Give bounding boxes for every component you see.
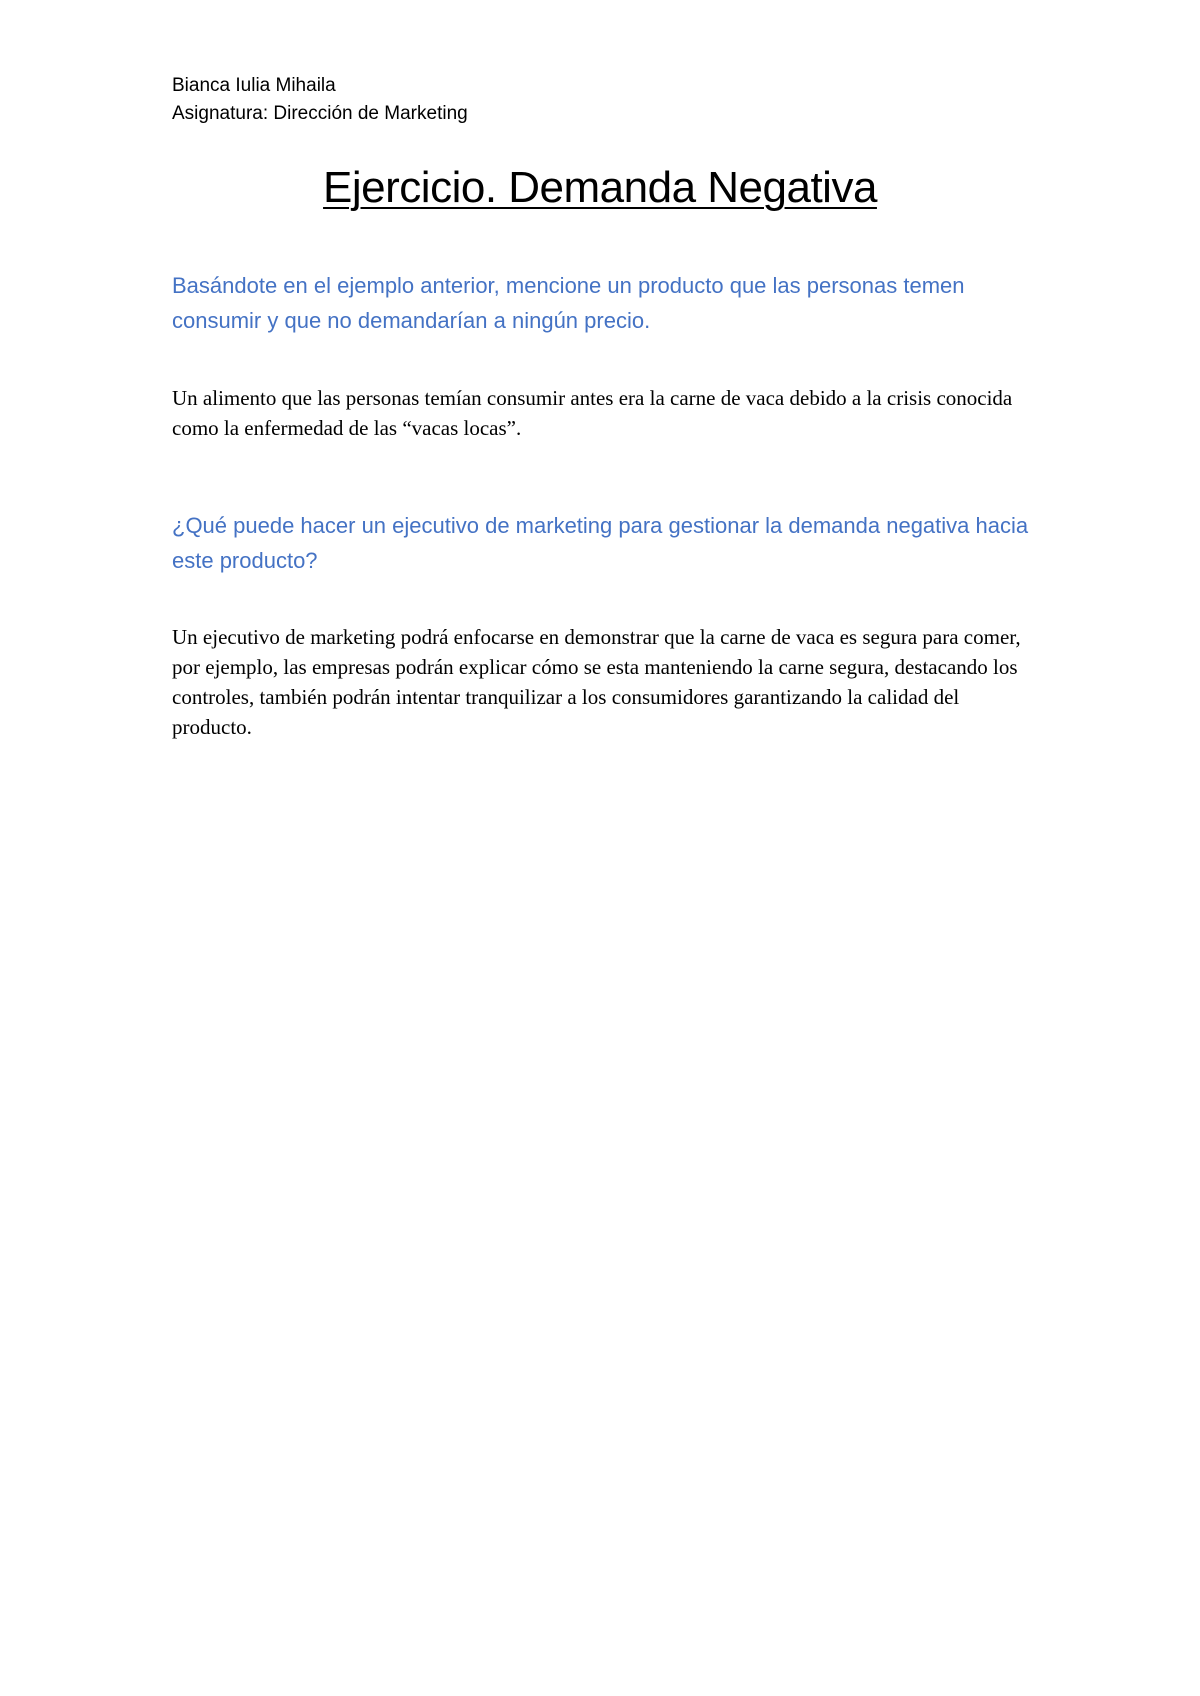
document-title: Ejercicio. Demanda Negativa [323, 163, 877, 212]
author-name: Bianca Iulia Mihaila [172, 75, 336, 96]
document-header [172, 72, 1032, 128]
answer-2: Un ejecutivo de marketing podrá enfocarse en demonstrar que la carne de vaca es segura para comer, por ejemplo, las empresas podrán explicar cómo se esta manteniendo la carne segura, destacando los controles, también podrán intentar tranquilizar a los consumidores garantizando la calidad del producto. [172, 625, 1021, 739]
question-2: ¿Qué puede hacer un ejecutivo de marketing para gestionar la demanda negativa hacia este producto? [172, 513, 1029, 573]
subject-line: Asignatura: Dirección de Marketing [172, 103, 468, 124]
answer-1: Un alimento que las personas temían consumir antes era la carne de vaca debido a la crisis conocida como la enfermedad de las “vacas locas”. [172, 386, 1013, 440]
question-1: Basándote en el ejemplo anterior, mencione un producto que las personas temen consumir y que no demandarían a ningún precio. [172, 273, 965, 333]
